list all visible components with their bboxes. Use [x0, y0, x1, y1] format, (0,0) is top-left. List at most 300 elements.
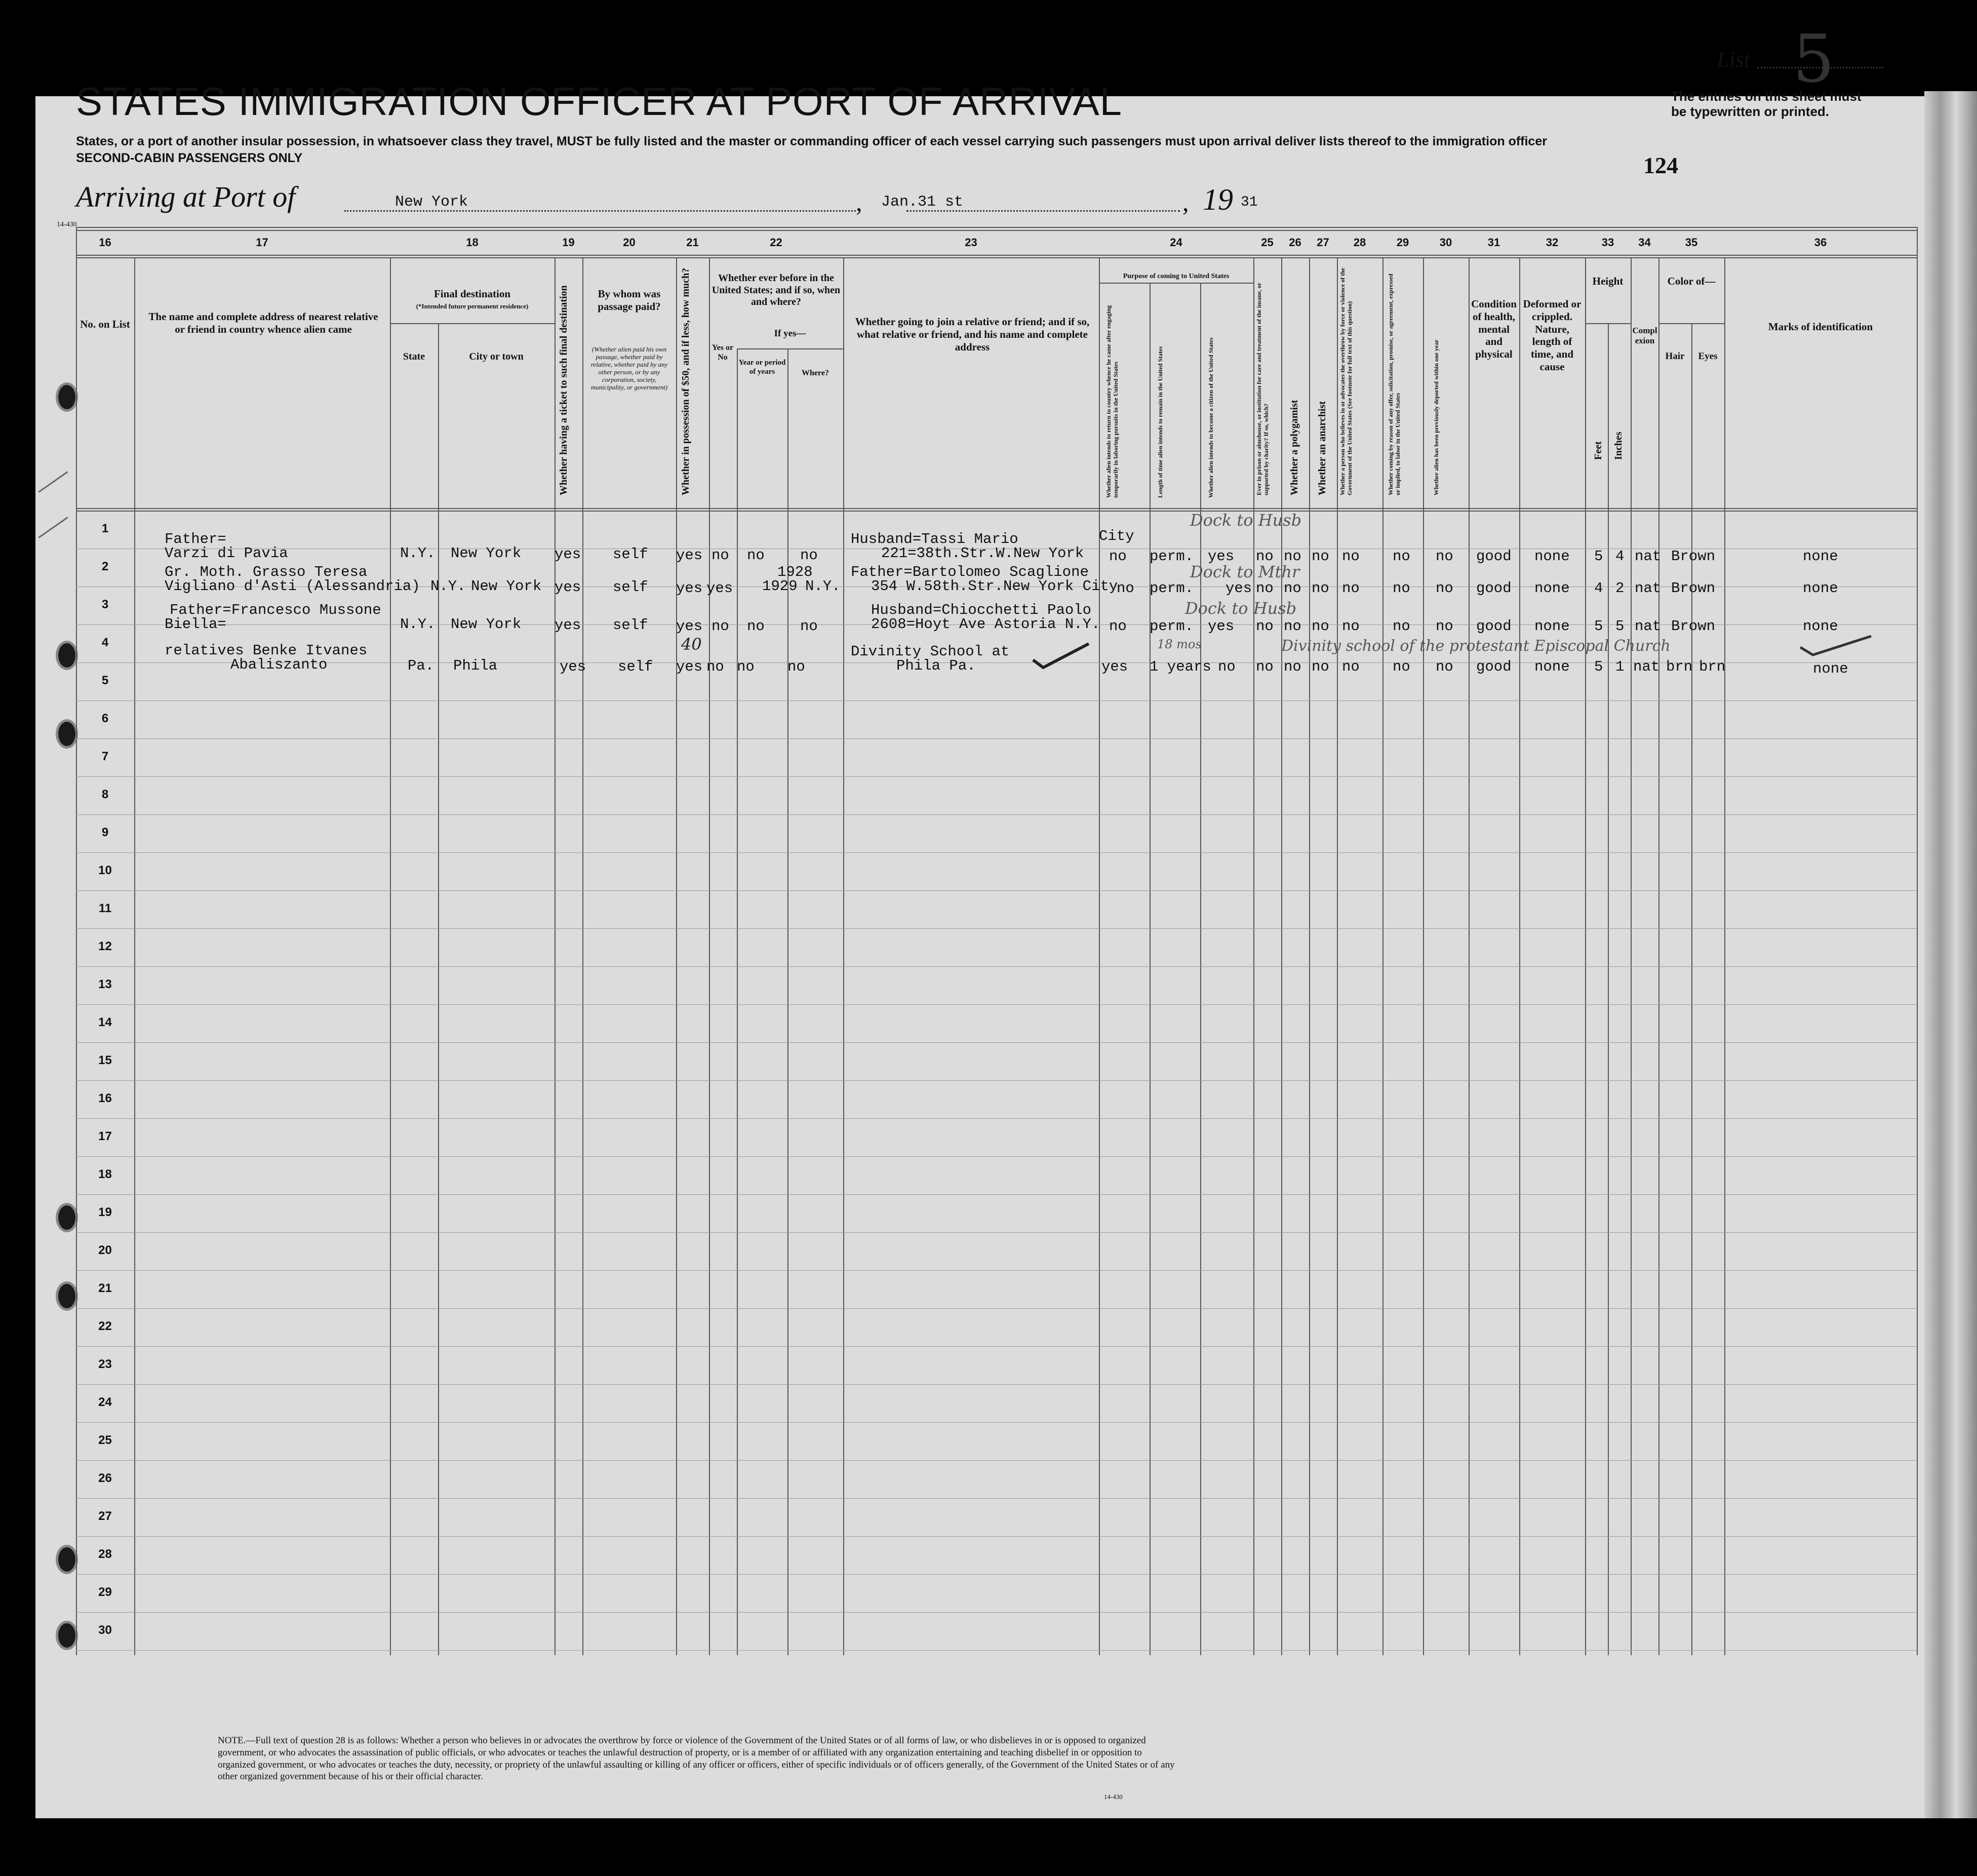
manifest-table [76, 227, 1917, 1660]
entry-purpose-citizen: yes [1208, 548, 1235, 565]
row-number: 14 [98, 1015, 112, 1029]
column-number: 22 [770, 236, 782, 249]
column-number: 36 [1814, 236, 1827, 249]
column-rule [438, 323, 439, 1655]
header-overthrow: Whether a person who believes in or advocates the overthrow by force or violence of the Government of the United States (See footnote for full text of this question) [1339, 267, 1353, 495]
instructions-line1: The entries on this sheet must [1671, 89, 1862, 104]
header-purpose-length: Length of time alien intends to remain in the United States [1157, 346, 1164, 498]
row-rule [76, 738, 1917, 739]
entry-deformed: none [1534, 548, 1570, 565]
entry-relative: relatives Benke Itvanes [165, 642, 368, 659]
entry-before: no [706, 658, 724, 675]
row-number: 4 [101, 636, 109, 649]
list-dotted-line [1757, 67, 1884, 68]
check-mark-icon [1798, 632, 1874, 660]
entry-marks: none [1803, 618, 1838, 635]
entry-purpose-return: no [1117, 580, 1134, 597]
entry-deformed: none [1534, 618, 1570, 635]
entry-anarchist: no [1312, 548, 1329, 565]
row-rule [76, 1498, 1917, 1499]
column-rule [582, 257, 583, 1655]
row-number: 1 [101, 522, 109, 535]
header-where: Where? [802, 369, 829, 377]
column-number: 31 [1487, 236, 1500, 249]
header-health: Condition of health, mental and physical [1471, 298, 1517, 361]
entry-inches: 1 [1615, 658, 1625, 675]
header-polygamist: Whether a polygamist [1289, 400, 1300, 495]
row-number: 20 [98, 1243, 112, 1257]
header-ticket: Whether having a ticket to such final destination [558, 285, 569, 495]
entry-purpose-length: perm. [1150, 618, 1194, 635]
column-number: 21 [686, 236, 699, 249]
entry-prison: no [1256, 580, 1274, 597]
entry-before: no [711, 618, 729, 635]
column-number: 27 [1317, 236, 1329, 249]
entry-hair-eyes: Brown [1671, 548, 1716, 565]
entry-feet: 4 [1594, 580, 1603, 597]
row-rule [76, 1650, 1917, 1651]
row-number: 29 [98, 1585, 112, 1599]
entry-relative: Varzi di Pavia [165, 545, 288, 562]
column-rule [1724, 257, 1725, 1655]
arriving-label: Arriving at Port of [76, 180, 296, 213]
column-rule [1631, 257, 1632, 1655]
header-height: Height [1592, 275, 1624, 287]
header-relative: The name and complete address of nearest relative or friend in country whence alien came [148, 310, 378, 335]
row-number: 22 [98, 1319, 112, 1333]
entry-handwritten-note: Dock to Husb [1190, 511, 1302, 530]
column-rule [1253, 257, 1254, 1655]
sheet-number: 124 [1643, 152, 1678, 178]
punch-hole [56, 382, 78, 412]
entry-complexion: nat [1635, 580, 1662, 597]
column-rule [737, 348, 738, 1655]
entry-money: yes [676, 580, 703, 597]
column-rule [1658, 257, 1659, 1655]
entry-hair-eyes: Brown [1671, 618, 1716, 635]
entry-paid-by: self [613, 617, 648, 634]
column-number: 35 [1685, 236, 1698, 249]
header-anarchist: Whether an anarchist [1317, 401, 1328, 495]
row-number: 9 [101, 826, 109, 839]
footnote: NOTE.—Full text of question 28 is as follows: Whether a person who believes in or advocates the overthrow by force or violence of the Government of the United States or of all forms of law, or who disbelieves in or is opposed to organized government, or who advocates the assassination of public officials, or who advocates or teaches the unlawful destruction of property, or is a member of or affiliated with any organization entertaining and teaching disbelief in or opposition to organized government, or who advocates or teaches the duty, necessity, or propriety of the unlawful assaulting or killing of any officer or officers, either of specific individuals or of officers generally, of the Government of the United States or of any other organized government because of his or their official character. [218, 1735, 1175, 1782]
entry-paid-by: self [613, 546, 648, 563]
entry-prison: no [1256, 658, 1274, 675]
entry-offer: no [1393, 548, 1410, 565]
header-color-of: Color of— [1667, 275, 1716, 287]
entry-inches: 5 [1615, 618, 1625, 635]
header-bottom-rule [76, 508, 1917, 509]
column-rule [1608, 323, 1609, 1655]
entry-before-where: no [787, 658, 805, 675]
entry-prison: no [1256, 548, 1274, 565]
column-rule [134, 257, 135, 1655]
row-rule [76, 966, 1917, 967]
header-prison: Ever in prison or almshouse, or institution for care and treatment of the insane, or supported by charity? If so, which? [1255, 283, 1270, 495]
entry-anarchist: no [1312, 580, 1329, 597]
second-cabin-label: SECOND-CABIN PASSENGERS ONLY [76, 151, 303, 165]
punch-hole [56, 1203, 78, 1232]
header-final-destination: Final destination [433, 288, 511, 300]
instructions-line2: be typewritten or printed. [1671, 104, 1830, 119]
sheet-edge [1924, 91, 1977, 1818]
punch-hole [56, 1545, 78, 1574]
entry-before-where: no [800, 547, 818, 564]
column-rule [1382, 257, 1383, 1655]
entry-complexion: nat [1633, 658, 1660, 675]
row-number: 30 [98, 1623, 112, 1637]
header-passage-paid: By whom was passage paid? [598, 288, 661, 312]
entry-purpose-length: 1 years [1150, 658, 1211, 675]
column-number: 34 [1638, 236, 1651, 249]
row-rule [76, 1194, 1917, 1195]
entry-state: N.Y. [430, 578, 466, 595]
column-rule [1423, 257, 1424, 1655]
column-number: 26 [1289, 236, 1301, 249]
entry-purpose-length: perm. [1150, 548, 1194, 565]
check-mark-icon [1031, 640, 1091, 670]
entry-money: yes [676, 658, 703, 675]
header-hair: Hair [1665, 351, 1685, 362]
entry-anarchist: no [1312, 618, 1329, 635]
column-number: 30 [1439, 236, 1452, 249]
entry-join: Father=Bartolomeo Scaglione [851, 564, 1089, 580]
row-number: 2 [101, 560, 109, 573]
header-passage-paid-note: (Whether alien paid his own passage, whether paid by relative, whether paid by any other person, or by any corporation, society, municipality, or government) [590, 345, 668, 391]
header-no-on-list: No. on List [80, 318, 130, 330]
punch-hole [56, 1621, 78, 1650]
row-number: 7 [101, 750, 109, 763]
entry-inches: 2 [1615, 580, 1625, 597]
entry-complexion: nat [1635, 548, 1662, 565]
entry-purpose-citizen: no [1218, 658, 1236, 675]
row-number: 25 [98, 1433, 112, 1447]
entry-anarchist: no [1312, 658, 1329, 675]
header-ever-before: Whether ever before in the United States; and if so, when and where? [711, 272, 841, 308]
entry-join: Husband=Tassi Mario [851, 531, 1018, 548]
column-number: 29 [1396, 236, 1409, 249]
entry-join: Phila Pa. [896, 657, 976, 674]
table-top-rule [76, 227, 1917, 228]
entry-feet: 5 [1594, 618, 1603, 635]
entry-relative: Vigliano d'Asti (Alessandria) [165, 578, 420, 595]
subheader-rule [390, 323, 555, 324]
entry-overthrow: no [1342, 658, 1360, 675]
row-number: 24 [98, 1395, 112, 1409]
entry-deported: no [1436, 548, 1453, 565]
entry-join: 221=38th.Str.W.New York [881, 545, 1084, 562]
row-rule [76, 1004, 1917, 1005]
row-number: 27 [98, 1509, 112, 1523]
year-suffix: 31 [1241, 194, 1258, 210]
row-number: 13 [98, 978, 112, 991]
column-number-rule [76, 257, 1917, 258]
entry-health: good [1476, 658, 1512, 675]
list-number: 5 [1793, 20, 1835, 97]
entry-before-year: 1928 [777, 564, 813, 580]
column-rule [1337, 257, 1338, 1655]
row-number: 8 [101, 788, 109, 801]
entry-deformed: none [1534, 580, 1570, 597]
entry-state: N.Y. [400, 545, 436, 562]
entry-join: 2608=Hoyt Ave Astoria N.Y. [871, 616, 1100, 633]
comma-separator: , [1182, 188, 1189, 216]
column-number: 25 [1261, 236, 1274, 249]
entry-health: good [1476, 548, 1512, 565]
header-feet: Feet [1593, 441, 1604, 460]
entry-money: yes [676, 618, 703, 635]
row-rule [76, 852, 1917, 853]
column-number: 20 [623, 236, 636, 249]
comma-separator: , [856, 188, 862, 216]
header-deformed: Deformed or crippled. Nature, length of time, and cause [1523, 298, 1581, 373]
row-number: 17 [98, 1129, 112, 1143]
entry-purpose-return: no [1109, 548, 1127, 565]
entry-overthrow: no [1342, 618, 1360, 635]
header-yes-no: Yes or No [711, 343, 734, 362]
header-eyes: Eyes [1698, 351, 1718, 362]
entry-hair: brn [1666, 658, 1693, 675]
entry-ticket: yes [555, 546, 581, 563]
entry-city: New York [451, 616, 522, 633]
form-code: 14-430 [57, 221, 77, 228]
header-state: State [403, 351, 425, 362]
row-rule [76, 1384, 1917, 1385]
row-number: 5 [101, 674, 109, 687]
entry-join-extra: City [1099, 528, 1134, 544]
entry-polygamist: no [1284, 658, 1301, 675]
header-possession-50: Whether in possession of $50, and if less, how much? [680, 267, 691, 495]
entry-offer: no [1393, 658, 1410, 675]
footnote-code: 14-430 [1104, 1793, 1123, 1801]
header-purpose-citizen: Whether alien intends to become a citizen of the United States [1207, 337, 1214, 498]
entry-money: yes [676, 547, 703, 564]
row-number: 12 [98, 940, 112, 953]
header-going-to-join: Whether going to join a relative or friend; and if so, what relative or friend, and his name and complete address [855, 316, 1090, 353]
entry-paid-by: self [618, 658, 653, 675]
column-number: 32 [1546, 236, 1559, 249]
column-rule [1281, 257, 1282, 1655]
header-deported: Whether alien has been previously deported within one year [1433, 339, 1440, 495]
header-city: City or town [469, 351, 524, 362]
column-rule [709, 257, 710, 1655]
column-number: 17 [256, 236, 268, 249]
column-rule [1099, 257, 1100, 1655]
row-number: 19 [98, 1205, 112, 1219]
row-number: 16 [98, 1091, 112, 1105]
entry-polygamist: no [1284, 580, 1301, 597]
column-rule [1150, 283, 1151, 1655]
punch-hole [56, 1281, 78, 1311]
table-top-rule [76, 230, 1917, 231]
header-bottom-rule [76, 511, 1917, 512]
entry-overthrow: no [1342, 580, 1360, 597]
entry-health: good [1476, 580, 1512, 597]
column-number: 33 [1601, 236, 1614, 249]
entry-deported: no [1436, 580, 1453, 597]
column-number: 18 [466, 236, 479, 249]
row-rule [76, 1308, 1917, 1309]
row-rule [76, 1080, 1917, 1081]
column-rule [555, 257, 556, 1655]
entry-offer: no [1393, 580, 1410, 597]
entry-inches: 4 [1615, 548, 1625, 565]
column-number: 16 [99, 236, 111, 249]
column-rule [1200, 283, 1201, 1655]
row-rule [76, 890, 1917, 891]
row-rule [76, 1270, 1917, 1271]
entry-deported: no [1436, 618, 1453, 635]
entry-before: no [711, 547, 729, 564]
entry-state: Pa. [408, 657, 434, 674]
header-complexion: Complexion [1632, 326, 1657, 346]
row-rule [76, 928, 1917, 929]
entry-handwritten-note: Divinity school of the protestant Episcopal Church [1281, 637, 1671, 655]
entry-relative: Father= [165, 531, 226, 548]
column-number: 23 [965, 236, 977, 249]
row-number: 21 [98, 1281, 112, 1295]
row-number: 3 [101, 598, 109, 611]
header-inches: Inches [1613, 432, 1624, 460]
entry-purpose-return: no [1109, 618, 1127, 635]
entry-offer: no [1393, 618, 1410, 635]
entry-before-where: N.Y. [805, 578, 841, 595]
entry-feet: 5 [1594, 548, 1603, 565]
row-rule [76, 1612, 1917, 1613]
row-rule [76, 814, 1917, 815]
entry-purpose-length: perm. [1150, 580, 1194, 597]
entry-deported: no [1436, 658, 1453, 675]
entry-relative: Biella= [165, 616, 226, 633]
column-rule [1585, 257, 1586, 1655]
entry-handwritten-note: Dock to Mthr [1190, 562, 1300, 581]
entry-join: Divinity School at [851, 643, 1010, 660]
entry-ticket: yes [555, 579, 581, 596]
entry-health: good [1476, 618, 1512, 635]
entry-eyes: brn [1699, 658, 1726, 675]
column-number: 19 [562, 236, 575, 249]
row-rule [76, 1232, 1917, 1233]
entry-before-where: no [800, 618, 818, 635]
entry-purpose-length-handwritten: 18 mos [1157, 637, 1202, 651]
column-number: 24 [1170, 236, 1182, 249]
arrival-date: Jan.31 st [881, 193, 964, 211]
entry-before-year: no [747, 618, 765, 635]
column-rule [676, 257, 677, 1655]
column-number: 28 [1353, 236, 1366, 249]
entry-state: N.Y. [400, 616, 436, 633]
row-rule [76, 776, 1917, 777]
entry-prison: no [1256, 618, 1274, 635]
column-rule [1917, 227, 1918, 1655]
entry-purpose-citizen: yes [1208, 618, 1235, 635]
entry-paid-by: self [613, 579, 648, 596]
row-rule [76, 1574, 1917, 1575]
row-rule [76, 700, 1917, 701]
entry-relative: Abaliszanto [230, 656, 328, 673]
entry-deformed: none [1534, 658, 1570, 675]
row-number: 18 [98, 1167, 112, 1181]
row-number: 6 [101, 712, 109, 725]
row-number: 28 [98, 1547, 112, 1561]
form-subtitle: States, or a port of another insular possession, in whatsoever class they travel, MUST be fully listed and the master or commanding officer of each vessel carrying such passengers must upon arrival deliver lists thereof to the immigration officer [76, 134, 1547, 148]
entry-before-year: no [747, 547, 765, 564]
header-purpose: Purpose of coming to United States [1123, 272, 1230, 280]
entry-hair-eyes: Brown [1671, 580, 1716, 597]
entry-complexion: nat [1635, 618, 1662, 635]
column-rule [1469, 257, 1470, 1655]
entry-city: Phila [453, 657, 498, 674]
punch-hole [56, 641, 78, 670]
header-if-yes: If yes— [774, 328, 806, 339]
subheader-rule [1099, 283, 1253, 284]
header-purpose-return: Whether alien intends to return to country whence he came after engaging temporarily in laboring pursuits in the United States [1105, 305, 1119, 498]
column-rule [1519, 257, 1520, 1655]
column-rule [1691, 323, 1692, 1655]
row-rule [76, 1422, 1917, 1423]
row-number: 15 [98, 1053, 112, 1067]
entry-before-year: no [737, 658, 755, 675]
entry-ticket: yes [560, 658, 586, 675]
port-dotted-line [344, 210, 856, 212]
entry-overthrow: no [1342, 548, 1360, 565]
header-marks: Marks of identification [1768, 321, 1873, 333]
entry-purpose-return: yes [1101, 658, 1128, 675]
punch-hole [56, 719, 78, 749]
row-rule [76, 1118, 1917, 1119]
header-offer-labor: Whether coming by reason of any offer, solicitation, promise, or agreement, expressed or implied, to labor in the United States [1387, 273, 1401, 495]
column-number-rule [76, 255, 1917, 256]
column-rule [843, 257, 844, 1655]
entry-polygamist: no [1284, 618, 1301, 635]
entry-purpose-citizen: yes [1225, 580, 1252, 597]
entry-money-handwritten: 40 [681, 635, 702, 654]
row-number: 23 [98, 1357, 112, 1371]
row-number: 11 [98, 902, 112, 915]
entry-marks: none [1803, 580, 1838, 597]
entry-join: Husband=Chiocchetti Paolo [871, 602, 1092, 618]
header-final-destination-note: (*Intended future permanent residence) [416, 302, 529, 310]
column-rule [787, 348, 788, 1655]
row-number: 10 [98, 864, 112, 877]
year-prefix: 19 [1203, 183, 1233, 216]
entry-before-year: 1929 [762, 578, 798, 595]
column-rule [390, 257, 391, 1655]
column-rule [1309, 257, 1310, 1655]
subheader-rule [737, 348, 843, 349]
entry-relative: Father=Francesco Mussone [170, 602, 381, 618]
entry-city: New York [451, 545, 522, 562]
port-value: New York [395, 193, 468, 211]
list-label: List [1717, 47, 1751, 72]
entry-marks: none [1803, 548, 1838, 565]
entry-feet: 5 [1594, 658, 1603, 675]
row-rule [76, 1536, 1917, 1537]
row-number: 26 [98, 1471, 112, 1485]
entry-handwritten-note: Dock to Husb [1185, 599, 1297, 618]
entry-relative: Gr. Moth. Grasso Teresa [165, 564, 368, 580]
entry-polygamist: no [1284, 548, 1301, 565]
entry-ticket: yes [555, 617, 581, 634]
row-rule [76, 1156, 1917, 1157]
row-rule [76, 1042, 1917, 1043]
entry-before: yes [706, 580, 733, 597]
form-title: STATES IMMIGRATION OFFICER AT PORT OF ARRIVAL [76, 79, 1123, 124]
row-rule [76, 1460, 1917, 1461]
entry-join: 354 W.58th.Str.New York City [871, 578, 1118, 595]
entry-marks: none [1813, 660, 1848, 677]
date-dotted-line [906, 210, 1180, 212]
